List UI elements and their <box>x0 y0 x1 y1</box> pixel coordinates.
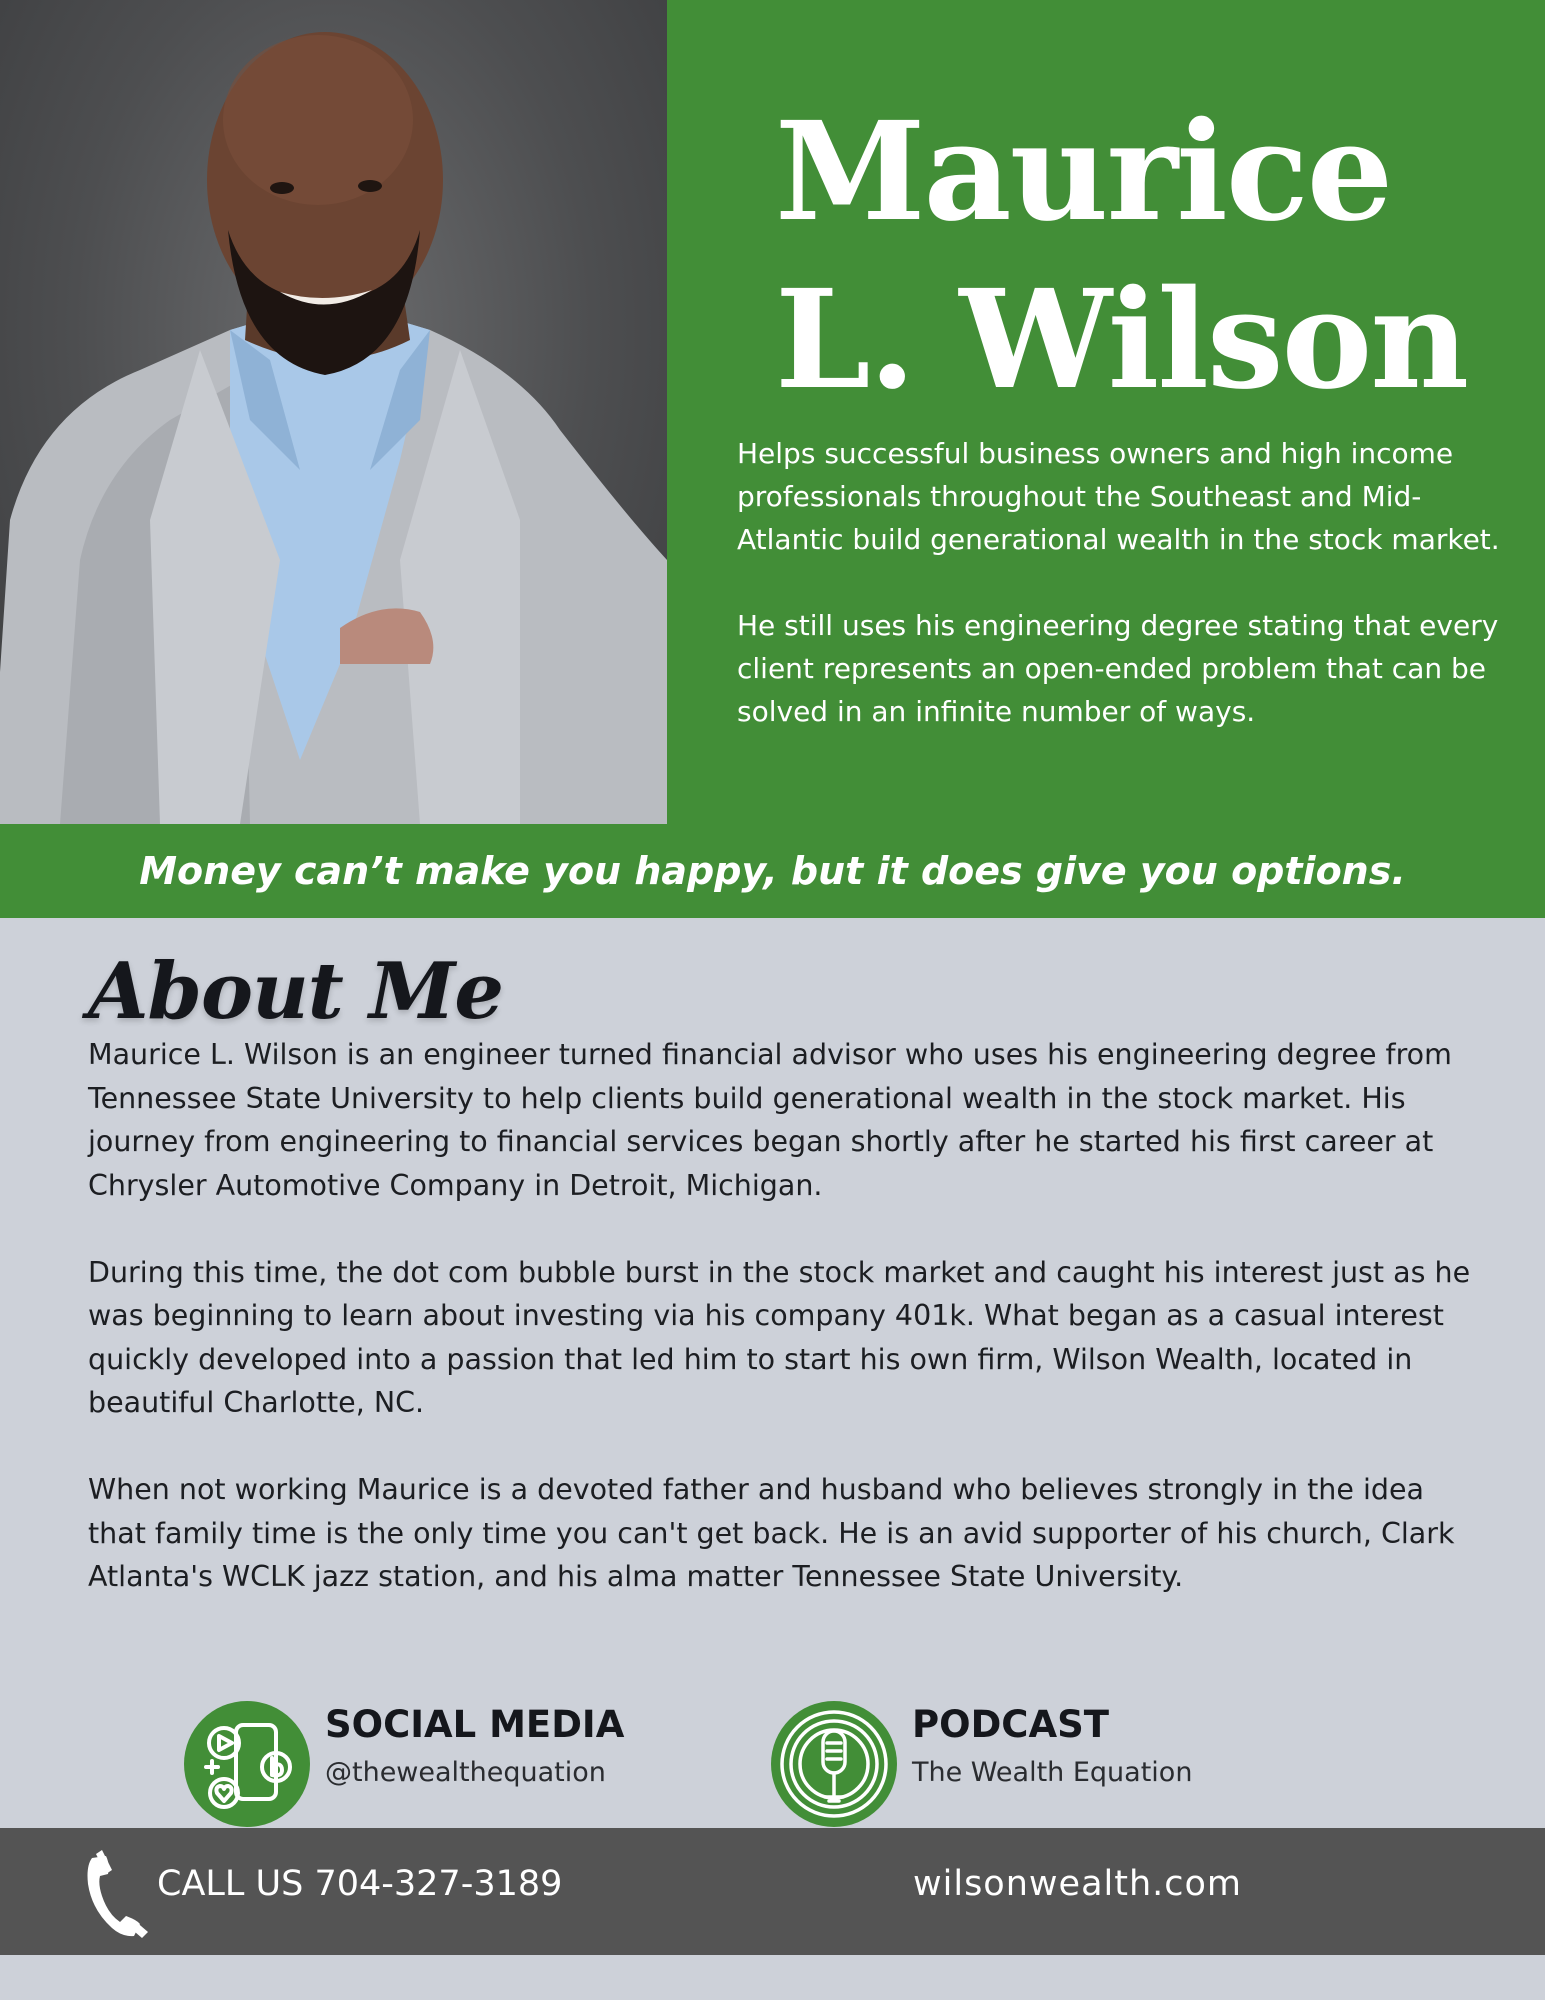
about-paragraph: When not working Maurice is a devoted father and husband who believes strongly in the idea that family time is the only time you can't get back. He is an avid supporter of his church, Clark Atlanta's WCLK jazz station, and his alma matter Tennessee State University. <box>88 1473 1455 1593</box>
about-paragraph: During this time, the dot com bubble burst in the stock market and caught his interest just as he was beginning to learn about investing via his company 401k. What began as a casual interest quickly developed into a passion that led him to start his own firm, Wilson Wealth, located in beautiful Charlotte, NC. <box>88 1255 1471 1419</box>
portrait-illustration <box>0 0 667 824</box>
hero-panel <box>667 0 1545 824</box>
phone-icon <box>82 1844 162 1940</box>
website-link[interactable]: wilsonwealth.com <box>913 1864 1243 1904</box>
person-name <box>775 88 1467 424</box>
about-title: About Me <box>88 946 503 1037</box>
social-media-handle[interactable]: @thewealthequation <box>325 1757 606 1788</box>
intro-paragraph: He still uses his engineering degree stating that every client represents an open-ended problem that can be solved in an infinite number of ways. <box>737 609 1499 728</box>
about-body <box>88 1033 1488 1642</box>
tagline: Money can’t make you happy, but it does give you options. <box>139 849 1406 893</box>
footer-bar <box>0 1828 1545 1955</box>
about-paragraph: Maurice L. Wilson is an engineer turned financial advisor who uses his engineering degree from Tennessee State University to help clients build generational wealth in the stock market. His journey from engineering to financial services began shortly after he started his first career at Chrysler Automotive Company in Detroit, Michigan. <box>88 1038 1452 1202</box>
podcast-name[interactable]: The Wealth Equation <box>912 1757 1193 1788</box>
intro-text <box>737 432 1527 776</box>
call-us-phone[interactable]: CALL US 704-327-3189 <box>157 1864 563 1904</box>
social-media-icon <box>184 1701 310 1827</box>
social-media-heading: SOCIAL MEDIA <box>325 1703 625 1746</box>
tagline-band <box>0 824 1545 918</box>
intro-paragraph: Helps successful business owners and high income professionals throughout the Southeast and Mid-Atlantic build generational wealth in the stock market. <box>737 437 1500 556</box>
podcast-heading: PODCAST <box>912 1703 1109 1746</box>
microphone-icon <box>771 1701 897 1827</box>
name-line-first: Maurice <box>775 92 1392 252</box>
portrait-photo <box>0 0 667 824</box>
name-line-last: L. Wilson <box>775 260 1468 420</box>
